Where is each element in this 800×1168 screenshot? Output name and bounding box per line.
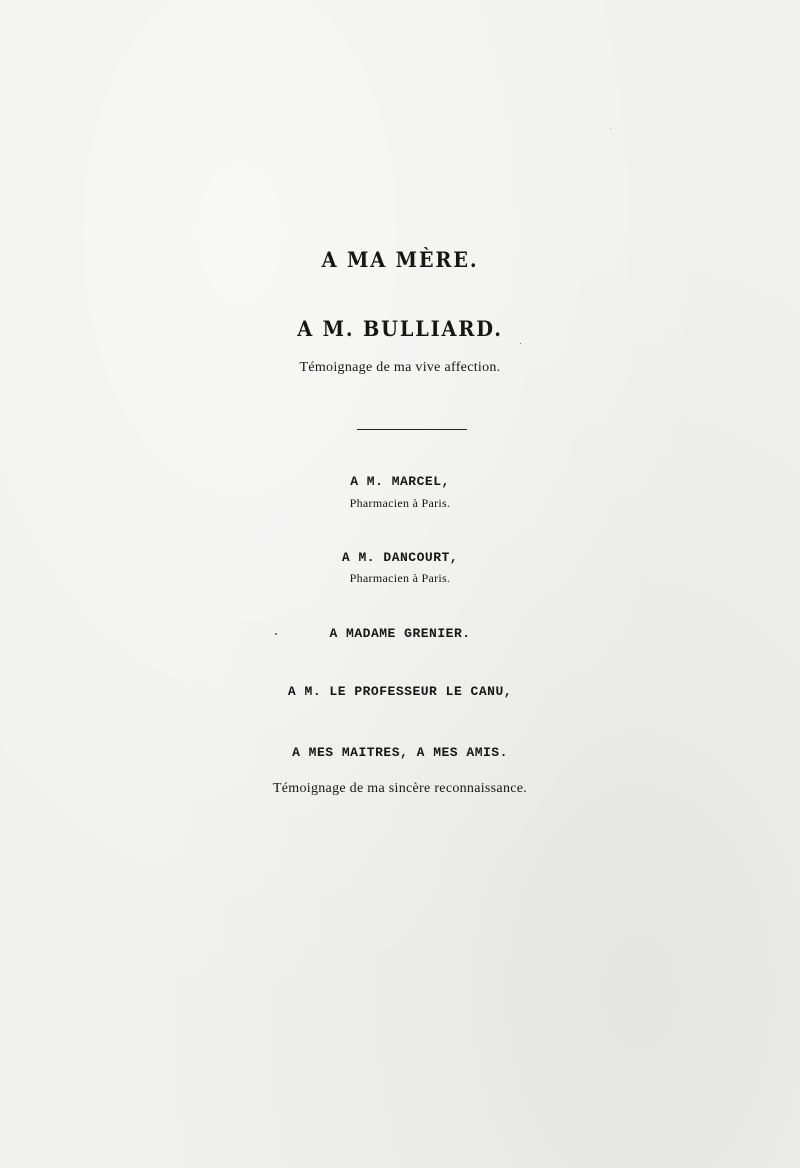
- dedication-marcel: A M. MARCEL,: [350, 474, 450, 489]
- dedication-bulliard: A M. BULLIARD.: [297, 316, 503, 341]
- dedication-marcel-note: Pharmacien à Paris.: [349, 496, 451, 510]
- dedication-dancourt-note: Pharmacien à Paris.: [349, 571, 451, 585]
- paper-speck: [520, 343, 521, 344]
- dedication-dancourt: A M. DANCOURT,: [341, 550, 459, 565]
- dedication-grenier: A MADAME GRENIER.: [329, 626, 471, 641]
- separator-rule: [357, 429, 467, 430]
- dedication-bulliard-note: Témoignage de ma vive affection.: [299, 360, 501, 375]
- dedication-maitres: A MES MAITRES, A MES AMIS.: [292, 745, 508, 760]
- paper-speck: [610, 128, 611, 129]
- dedication-mere: A MA MÈRE.: [321, 247, 479, 272]
- dedication-canu: A M. LE PROFESSEUR LE CANU,: [287, 684, 513, 699]
- paper-speck: [275, 633, 277, 635]
- dedication-maitres-note: Témoignage de ma sincère reconnaissance.: [272, 781, 528, 796]
